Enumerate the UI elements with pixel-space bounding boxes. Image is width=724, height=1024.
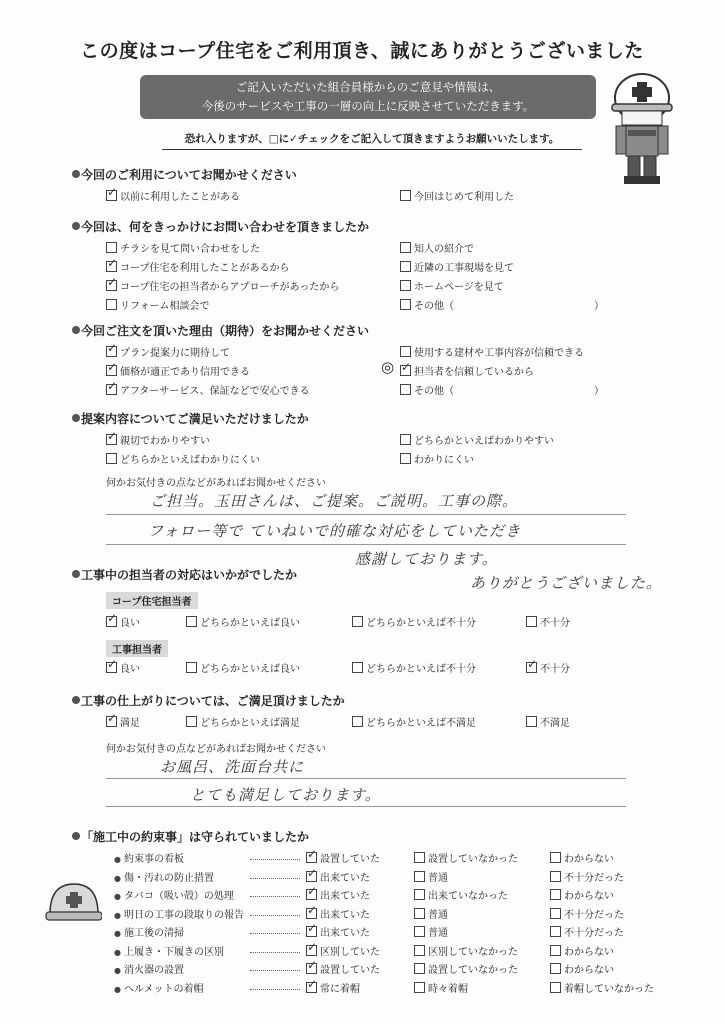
checklist-option[interactable]: ✓ 設置していた	[306, 850, 380, 865]
checkbox[interactable]	[400, 299, 411, 310]
helmet-icon	[44, 878, 102, 928]
checkbox[interactable]	[352, 616, 363, 627]
checklist-option[interactable]: 普通	[414, 869, 448, 884]
checkbox[interactable]	[352, 662, 363, 673]
checkbox-checked[interactable]	[526, 662, 537, 673]
checkbox[interactable]	[400, 346, 411, 357]
checkbox[interactable]	[526, 616, 537, 627]
intro-banner	[140, 75, 596, 119]
checkbox-checked[interactable]	[400, 365, 411, 376]
q4-comment-line-1: ご担当。玉田さんは、ご提案。ご説明。工事の際。	[150, 492, 519, 510]
checkbox[interactable]	[550, 982, 561, 993]
checklist-option[interactable]: 不十分だった	[550, 869, 624, 884]
checkbox[interactable]	[400, 261, 411, 272]
checkbox-checked[interactable]	[306, 926, 317, 937]
checkbox[interactable]	[352, 716, 363, 727]
checkbox[interactable]	[526, 716, 537, 727]
q6-comment-line-2: とても満足しております。	[190, 786, 381, 804]
q2-option-6[interactable]: ホームページを見て	[400, 278, 504, 293]
checkbox[interactable]	[414, 926, 425, 937]
checkbox-checked[interactable]	[306, 908, 317, 919]
checklist-item-label: ● ヘルメットの着帽	[114, 980, 204, 995]
q5-construction-option-4[interactable]: ✓ 不十分	[526, 660, 570, 675]
checklist-option[interactable]: ✓ 出来ていた	[306, 869, 370, 884]
checkbox[interactable]	[550, 945, 561, 956]
checkbox-checked[interactable]	[306, 982, 317, 993]
checkbox[interactable]	[414, 963, 425, 974]
q4-option-1[interactable]: ✓親切でわかりやすい	[106, 432, 210, 447]
checkbox-checked[interactable]	[106, 616, 117, 627]
checklist-option[interactable]: 時々着帽	[414, 980, 468, 995]
checklist-option[interactable]: ✓ 常に着帽	[306, 980, 360, 995]
q5-coop-option-2[interactable]: どちらかといえば良い	[186, 614, 300, 629]
checkbox[interactable]	[550, 852, 561, 863]
checkbox[interactable]	[414, 908, 425, 919]
checkbox[interactable]	[550, 963, 561, 974]
q5-construction-option-2[interactable]: どちらかといえば良い	[186, 660, 300, 675]
checkbox-checked[interactable]	[306, 945, 317, 956]
checklist-option[interactable]: わからない	[550, 943, 614, 958]
dotted-leader	[250, 859, 300, 860]
checklist-item-label: ● 傷・汚れの防止措置	[114, 869, 214, 884]
q4-title: 提案内容についてご満足いただけましたか	[72, 410, 309, 427]
checklist-option[interactable]: ✓ 設置していた	[306, 961, 380, 976]
q5-group-construction-staff: 工事担当者	[106, 640, 168, 657]
checklist-option[interactable]: 区別していなかった	[414, 943, 518, 958]
checklist-item-label: ● 施工後の清掃	[114, 924, 184, 939]
checklist-option[interactable]: ✓ 出来ていた	[306, 924, 370, 939]
checkbox[interactable]	[400, 384, 411, 395]
q2-option-8[interactable]: その他（ ）	[400, 297, 604, 312]
checkbox-checked[interactable]	[306, 852, 317, 863]
checklist-option[interactable]: ✓ 出来ていた	[306, 906, 370, 921]
checkbox-checked[interactable]	[106, 662, 117, 673]
q2-option-5[interactable]: ✓コープ住宅の担当者からアプローチがあったから	[106, 278, 339, 293]
checkbox-checked[interactable]	[106, 346, 117, 357]
q4-comment-line-4: ありがとうございました。	[470, 574, 663, 592]
q1-option-2[interactable]: 今回はじめて利用した	[400, 188, 514, 203]
q5-coop-option-1[interactable]: ✓良い	[106, 614, 140, 629]
q1-option-1[interactable]: ✓以前に利用したことがある	[106, 188, 240, 203]
checklist-option[interactable]: わからない	[550, 887, 614, 902]
checklist-option[interactable]: 不十分だった	[550, 924, 624, 939]
checkbox[interactable]	[400, 434, 411, 445]
checklist-option[interactable]: ✓ 出来ていた	[306, 887, 370, 902]
q3-option-1[interactable]: ✓プラン提案力に期待して	[106, 344, 230, 359]
q4-comment-line-2: フォロー等で ていねいで的確な対応をしていただき	[148, 522, 522, 540]
checkbox[interactable]	[550, 926, 561, 937]
checklist-item-label: ● 約束事の看板	[114, 850, 184, 865]
q5-coop-option-3[interactable]: どちらかといえば不十分	[352, 614, 476, 629]
checkbox-checked[interactable]	[106, 365, 117, 376]
q5-construction-option-3[interactable]: どちらかといえば不十分	[352, 660, 476, 675]
checkbox[interactable]	[186, 716, 197, 727]
checklist-option[interactable]: わからない	[550, 850, 614, 865]
checklist-option[interactable]: 普通	[414, 906, 448, 921]
dotted-leader	[250, 970, 300, 971]
checkbox[interactable]	[400, 453, 411, 464]
q4-option-2[interactable]: どちらかといえばわかりやすい	[400, 432, 554, 447]
q3-option-2[interactable]: 使用する建材や工事内容が信頼できる	[400, 344, 584, 359]
worker-mascot-icon	[602, 68, 682, 188]
q6-title: 工事の仕上がりについては、ご満足頂けましたか	[72, 692, 345, 709]
q3-option-6[interactable]: その他（ ）	[400, 382, 604, 397]
q5-group-coop-staff: コープ住宅担当者	[106, 592, 198, 609]
checkbox-checked[interactable]	[306, 889, 317, 900]
checklist-option[interactable]: 普通	[414, 924, 448, 939]
q7-title: 「施工中の約束事」は守られていましたか	[72, 828, 309, 845]
page-title: この度はコープ住宅をご利用頂き、誠にありがとうございました	[80, 40, 644, 62]
checkbox[interactable]	[106, 453, 117, 464]
comment-line	[106, 514, 626, 515]
q5-title: 工事中の担当者の対応はいかがでしたか	[72, 566, 297, 583]
checkbox[interactable]	[186, 662, 197, 673]
checkbox[interactable]	[550, 871, 561, 882]
q6-comment-prompt: 何かお気付きの点などがあればお聞かせください	[106, 744, 326, 755]
q4-option-4[interactable]: わかりにくい	[400, 451, 474, 466]
checkbox-checked[interactable]	[106, 716, 117, 727]
q3-option-5[interactable]: ✓アフターサービス、保証などで安心できる	[106, 382, 310, 397]
checklist-item-label: ● 明日の工事の段取りの報告	[114, 906, 244, 921]
checkbox-checked[interactable]	[106, 384, 117, 395]
checkbox-checked[interactable]	[106, 261, 117, 272]
q2-option-7[interactable]: リフォーム相談会で	[106, 297, 210, 312]
checklist-option[interactable]: 不十分だった	[550, 906, 624, 921]
checkbox-checked[interactable]	[106, 280, 117, 291]
q2-option-3[interactable]: ✓コープ住宅を利用したことがあるから	[106, 259, 290, 274]
checklist-option[interactable]: ✓ 区別していた	[306, 943, 380, 958]
checkbox[interactable]	[414, 871, 425, 882]
q5-coop-option-4[interactable]: 不十分	[526, 614, 570, 629]
checkbox-checked[interactable]	[106, 434, 117, 445]
q2-option-4[interactable]: 近隣の工事現場を見て	[400, 259, 514, 274]
checkbox[interactable]	[400, 190, 411, 201]
q6-comment-line-1: お風呂、洗面台共に	[160, 758, 305, 776]
dotted-leader	[250, 915, 300, 916]
checklist-option[interactable]: 設置していなかった	[414, 961, 518, 976]
checkbox[interactable]	[550, 889, 561, 900]
checkbox-checked[interactable]	[306, 963, 317, 974]
banner-line-2: 今後のサービスや工事の一層の向上に反映させていただきます。	[201, 99, 535, 113]
comment-line	[106, 778, 626, 779]
checkbox[interactable]	[186, 616, 197, 627]
checklist-option[interactable]: 着帽していなかった	[550, 980, 654, 995]
checklist-item-label: ● 上履き・下履きの区別	[114, 943, 224, 958]
checklist-item-label: ● タバコ（吸い殻）の処理	[114, 887, 234, 902]
hand-circle-mark: ◎	[381, 358, 395, 376]
comment-line	[106, 544, 626, 545]
checklist-item-label: ● 消火器の設置	[114, 961, 184, 976]
checkbox[interactable]	[414, 982, 425, 993]
checkbox[interactable]	[106, 299, 117, 310]
dotted-leader	[250, 989, 300, 990]
q2-title: 今回は、何をきっかけにお問い合わせを頂きましたか	[72, 218, 369, 235]
checkbox[interactable]	[414, 852, 425, 863]
checkbox[interactable]	[106, 242, 117, 253]
q1-title: 今回のご利用についてお聞かせください	[72, 166, 297, 183]
dotted-leader	[250, 933, 300, 934]
comment-line	[106, 806, 626, 807]
dotted-leader	[250, 878, 300, 879]
banner-line-1: ご記入いただいた組合員様からのご意見や情報は、	[235, 80, 501, 94]
checkbox[interactable]	[400, 242, 411, 253]
q4-option-3[interactable]: どちらかといえばわかりにくい	[106, 451, 260, 466]
checklist-option[interactable]: 設置していなかった	[414, 850, 518, 865]
checkbox-checked[interactable]	[306, 871, 317, 882]
checklist-option[interactable]: 出来ていなかった	[414, 887, 508, 902]
checkbox[interactable]	[414, 889, 425, 900]
q5-construction-option-1[interactable]: ✓良い	[106, 660, 140, 675]
q3-title: 今回ご注文を頂いた理由（期待）をお聞かせください	[72, 322, 369, 339]
checkbox[interactable]	[414, 945, 425, 956]
checkbox[interactable]	[550, 908, 561, 919]
q2-option-2[interactable]: 知人の紹介で	[400, 240, 474, 255]
q3-option-3[interactable]: ✓価格が適正であり信用できる	[106, 363, 250, 378]
dotted-leader	[250, 952, 300, 953]
q2-option-1[interactable]: チラシを見て問い合わせをした	[106, 240, 260, 255]
q3-option-4[interactable]: ✓ 担当者を信頼しているから	[400, 363, 534, 378]
checkbox-checked[interactable]	[106, 190, 117, 201]
q6-option-1[interactable]: ✓満足	[106, 714, 140, 729]
checklist-option[interactable]: わからない	[550, 961, 614, 976]
q4-comment-line-3: 感謝しております。	[355, 550, 498, 568]
checkbox[interactable]	[400, 280, 411, 291]
instruction-notice: 恐れ入りますが、□に✓チェックをご記入して頂きますようお願いいたします。	[162, 131, 582, 150]
q6-option-3[interactable]: どちらかといえば不満足	[352, 714, 476, 729]
q4-comment-prompt: 何かお気付きの点などがあればお聞かせください	[106, 478, 326, 489]
dotted-leader	[250, 896, 300, 897]
q6-option-2[interactable]: どちらかといえば満足	[186, 714, 300, 729]
q6-option-4[interactable]: 不満足	[526, 714, 570, 729]
